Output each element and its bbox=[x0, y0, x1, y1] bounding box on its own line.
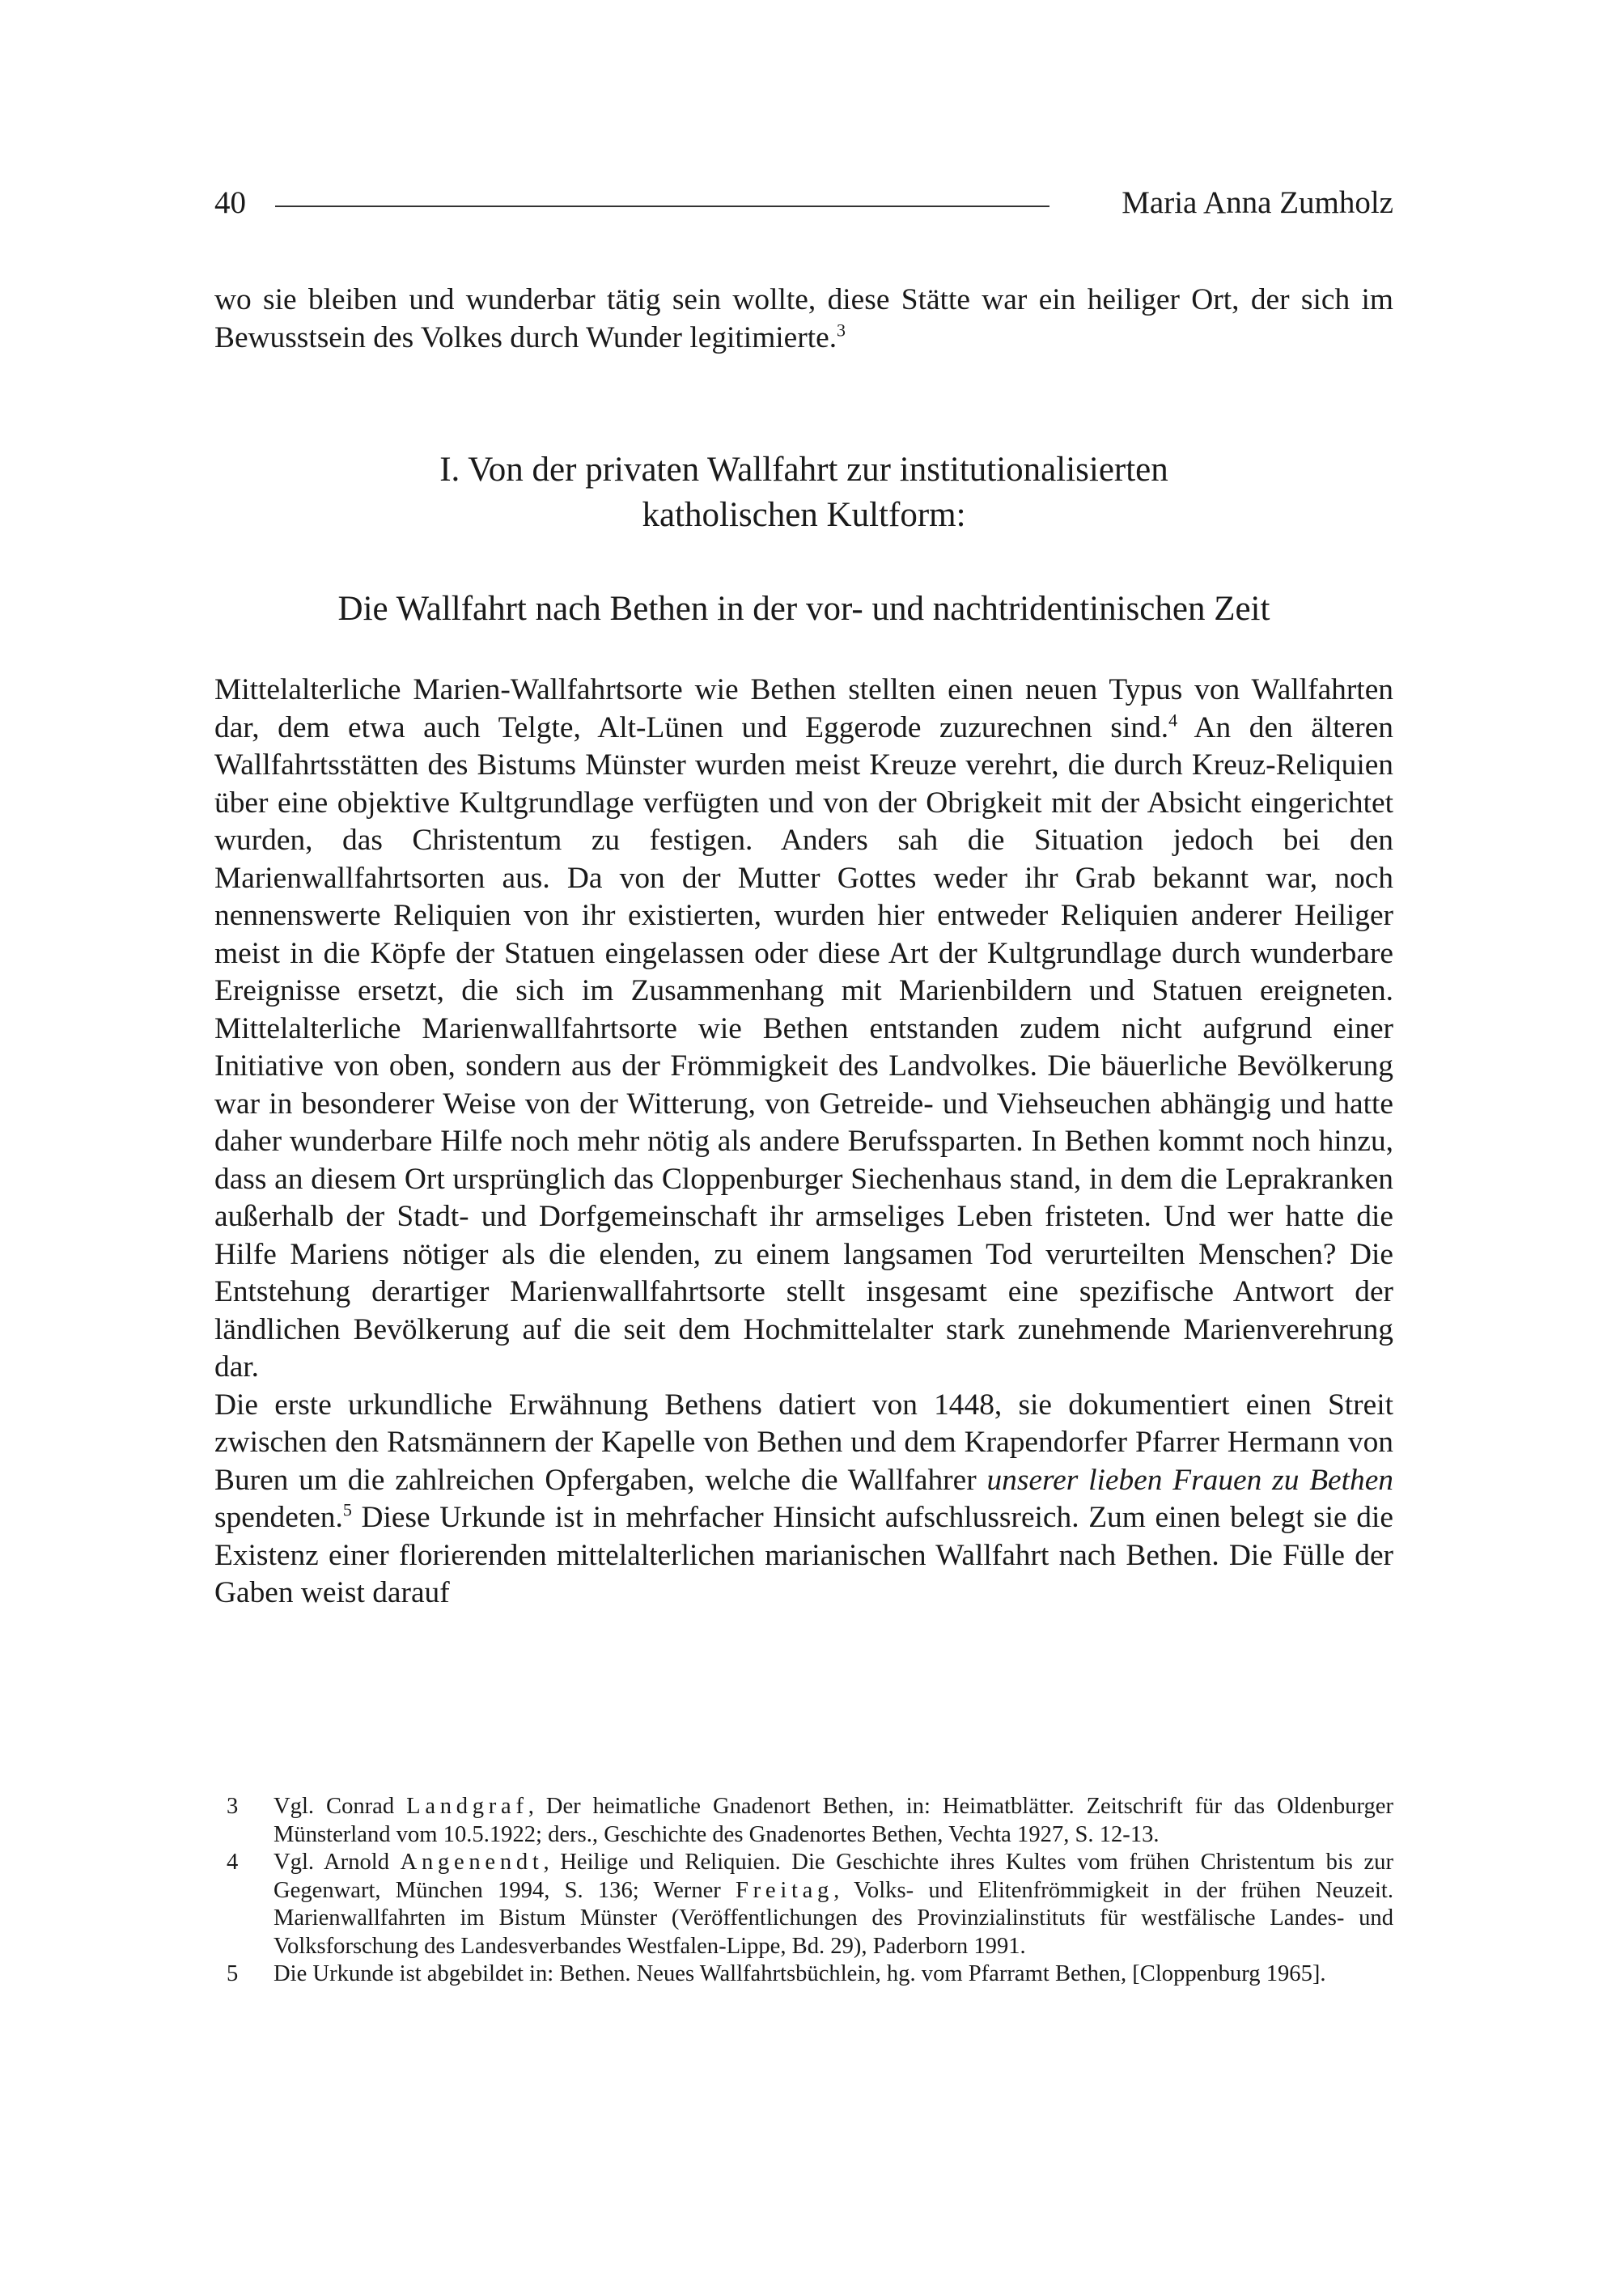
footnote-number: 5 bbox=[227, 1961, 239, 1986]
body-p2-part-c: Diese Urkunde ist in mehrfacher Hinsicht aufschlussreich. Zum einen belegt sie die Existenz einer florierenden mittelalterlichen marianischen Wallfahrt nach Bethen. Die Fülle der Gaben weist darauf bbox=[214, 1501, 1393, 1609]
section-subtitle: Die Wallfahrt nach Bethen in der vor- und nachtridentinischen Zeit bbox=[337, 590, 1270, 628]
footnote-text bbox=[273, 1793, 1393, 1849]
footnote-text-part: , Volks- und Elitenfrömmigkeit in der frühen Neuzeit. Marienwallfahrten im Bistum Münster (Veröffentlichungen des Provinzialinstituts für westfälische Landes- und Volksforschung des Landesverbandes Westfalen-Lippe, Bd. 29), Paderborn 1991. bbox=[273, 1877, 1393, 1959]
header-rule bbox=[275, 206, 1049, 207]
footnote-text: Die Urkunde ist abgebildet in: Bethen. Neues Wallfahrtsbüchlein, hg. vom Pfarramt Bethen, [Cloppenburg 1965]. bbox=[273, 1961, 1326, 1986]
running-header bbox=[214, 184, 1393, 233]
section-title bbox=[214, 447, 1393, 538]
body-paragraph-2 bbox=[214, 1387, 1393, 1613]
section-heading bbox=[214, 447, 1393, 632]
footnote-text bbox=[273, 1849, 1393, 1960]
footnote-ref-5: 5 bbox=[342, 1499, 352, 1520]
footnote-3 bbox=[227, 1793, 1393, 1849]
footnote-text-part: Vgl. Arnold bbox=[273, 1850, 401, 1875]
footnote-4 bbox=[227, 1849, 1393, 1960]
footnotes bbox=[227, 1793, 1393, 1989]
footnote-text-part: Vgl. Conrad bbox=[273, 1794, 407, 1819]
footnote-number: 3 bbox=[227, 1794, 239, 1819]
body-p2-part-a: Die erste urkundliche Erwähnung Bethens datiert von 1448, sie dokumentiert einen Streit zwischen den Ratsmännern der Kapelle von Bethen und dem Krapendorfer Pfarrer Hermann von Buren um die zahlreichen Opfergaben, welche die Wallfahrer bbox=[214, 1388, 1393, 1497]
footnote-number: 4 bbox=[227, 1850, 239, 1875]
footnote-author-name: Angenendt bbox=[400, 1850, 544, 1875]
body-text bbox=[214, 672, 1393, 1613]
page-number: 40 bbox=[214, 185, 246, 220]
footnote-ref-3: 3 bbox=[837, 320, 846, 341]
body-p1-part-a: Mittelalterliche Marien-Wallfahrtsorte wie Bethen stellten einen neuen Typus von Wallfahrten dar, dem etwa auch Telgte, Alt-Lünen und Eggerode zuzurechnen sind. bbox=[214, 673, 1393, 744]
section-title-line2: katholischen Kultform: bbox=[642, 496, 966, 534]
footnote-ref-4: 4 bbox=[1168, 710, 1178, 731]
body-p1-part-b: An den älteren Wallfahrtsstätten des Bistums Münster wurden meist Kreuze verehrt, die durch Kreuz-Reliquien über eine objektive Kultgrundlage verfügten und von der Obrigkeit mit der Absicht eingerichtet wurden, das Christentum zu festigen. Anders sah die Situation jedoch bei den Marienwallfahrtsorten aus. Da von der Mutter Gottes weder ihr Grab bekannt war, noch nennenswerte Reliquien von ihr existierten, wurden hier entweder Reliquien anderer Heiliger meist in die Köpfe der Statuen eingelassen oder diese Art der Kultgrundlage durch wunderbare Ereignisse ersetzt, die sich im Zusammenhang mit Marienbildern und Statuen ereigneten. Mittelalterliche Marienwallfahrtsorte wie Bethen entstanden zudem nicht aufgrund einer Initiative von oben, sondern aus der Frömmigkeit des Landvolkes. Die bäuerliche Bevölkerung war in besonderer Weise von der Witterung, von Getreide- und Viehseuchen abhängig und hatte daher wunderbare Hilfe noch mehr nötig als andere Berufssparten. In Bethen kommt noch hinzu, dass an diesem Ort ursprünglich das Cloppenburger Siechenhaus stand, in dem die Leprakranken außerhalb der Stadt- und Dorfgemeinschaft ihr armseliges Leben fristeten. Und wer hatte die Hilfe Mariens nötiger als die elenden, zu einem langsamen Tod verurteilten Menschen? Die Entstehung derartiger Marienwallfahrtsorte stellt insgesamt eine spezifische Antwort der ländlichen Bevölkerung auf die seit dem Hochmittelalter stark zunehmende Marienverehrung dar. bbox=[214, 710, 1393, 1384]
intro-text: wo sie bleiben und wunderbar tätig sein wollte, diese Stätte war ein heiliger Ort, der sich im Bewusstsein des Volkes durch Wunder legitimierte. bbox=[214, 283, 1393, 354]
body-paragraph-1 bbox=[214, 672, 1393, 1387]
running-author: Maria Anna Zumholz bbox=[1122, 185, 1393, 220]
footnote-author-name: Landgraf bbox=[406, 1794, 528, 1819]
body-p2-part-b: spendeten. bbox=[214, 1501, 343, 1534]
intro-paragraph bbox=[214, 282, 1393, 357]
footnote-text-part: , Der heimatliche Gnadenort Bethen, in: Heimatblätter. Zeitschrift für das Oldenburger Münsterland vom 10.5.1922; ders., Geschichte des Gnadenortes Bethen, Vechta 1927, S. 12-13. bbox=[273, 1794, 1393, 1847]
footnote-5 bbox=[227, 1960, 1393, 1989]
footnote-text-part: , Heilige und Reliquien. Die Geschichte ihres Kultes vom frühen Christentum bis zur Gegenwart, München 1994, S. 136; Werner bbox=[273, 1850, 1394, 1903]
section-title-line1: I. Von der privaten Wallfahrt zur institutionalisierten bbox=[439, 451, 1168, 489]
footnote-author-name: Freitag bbox=[736, 1877, 834, 1903]
body-p2-italic: unserer lieben Frauen zu Bethen bbox=[986, 1463, 1394, 1497]
